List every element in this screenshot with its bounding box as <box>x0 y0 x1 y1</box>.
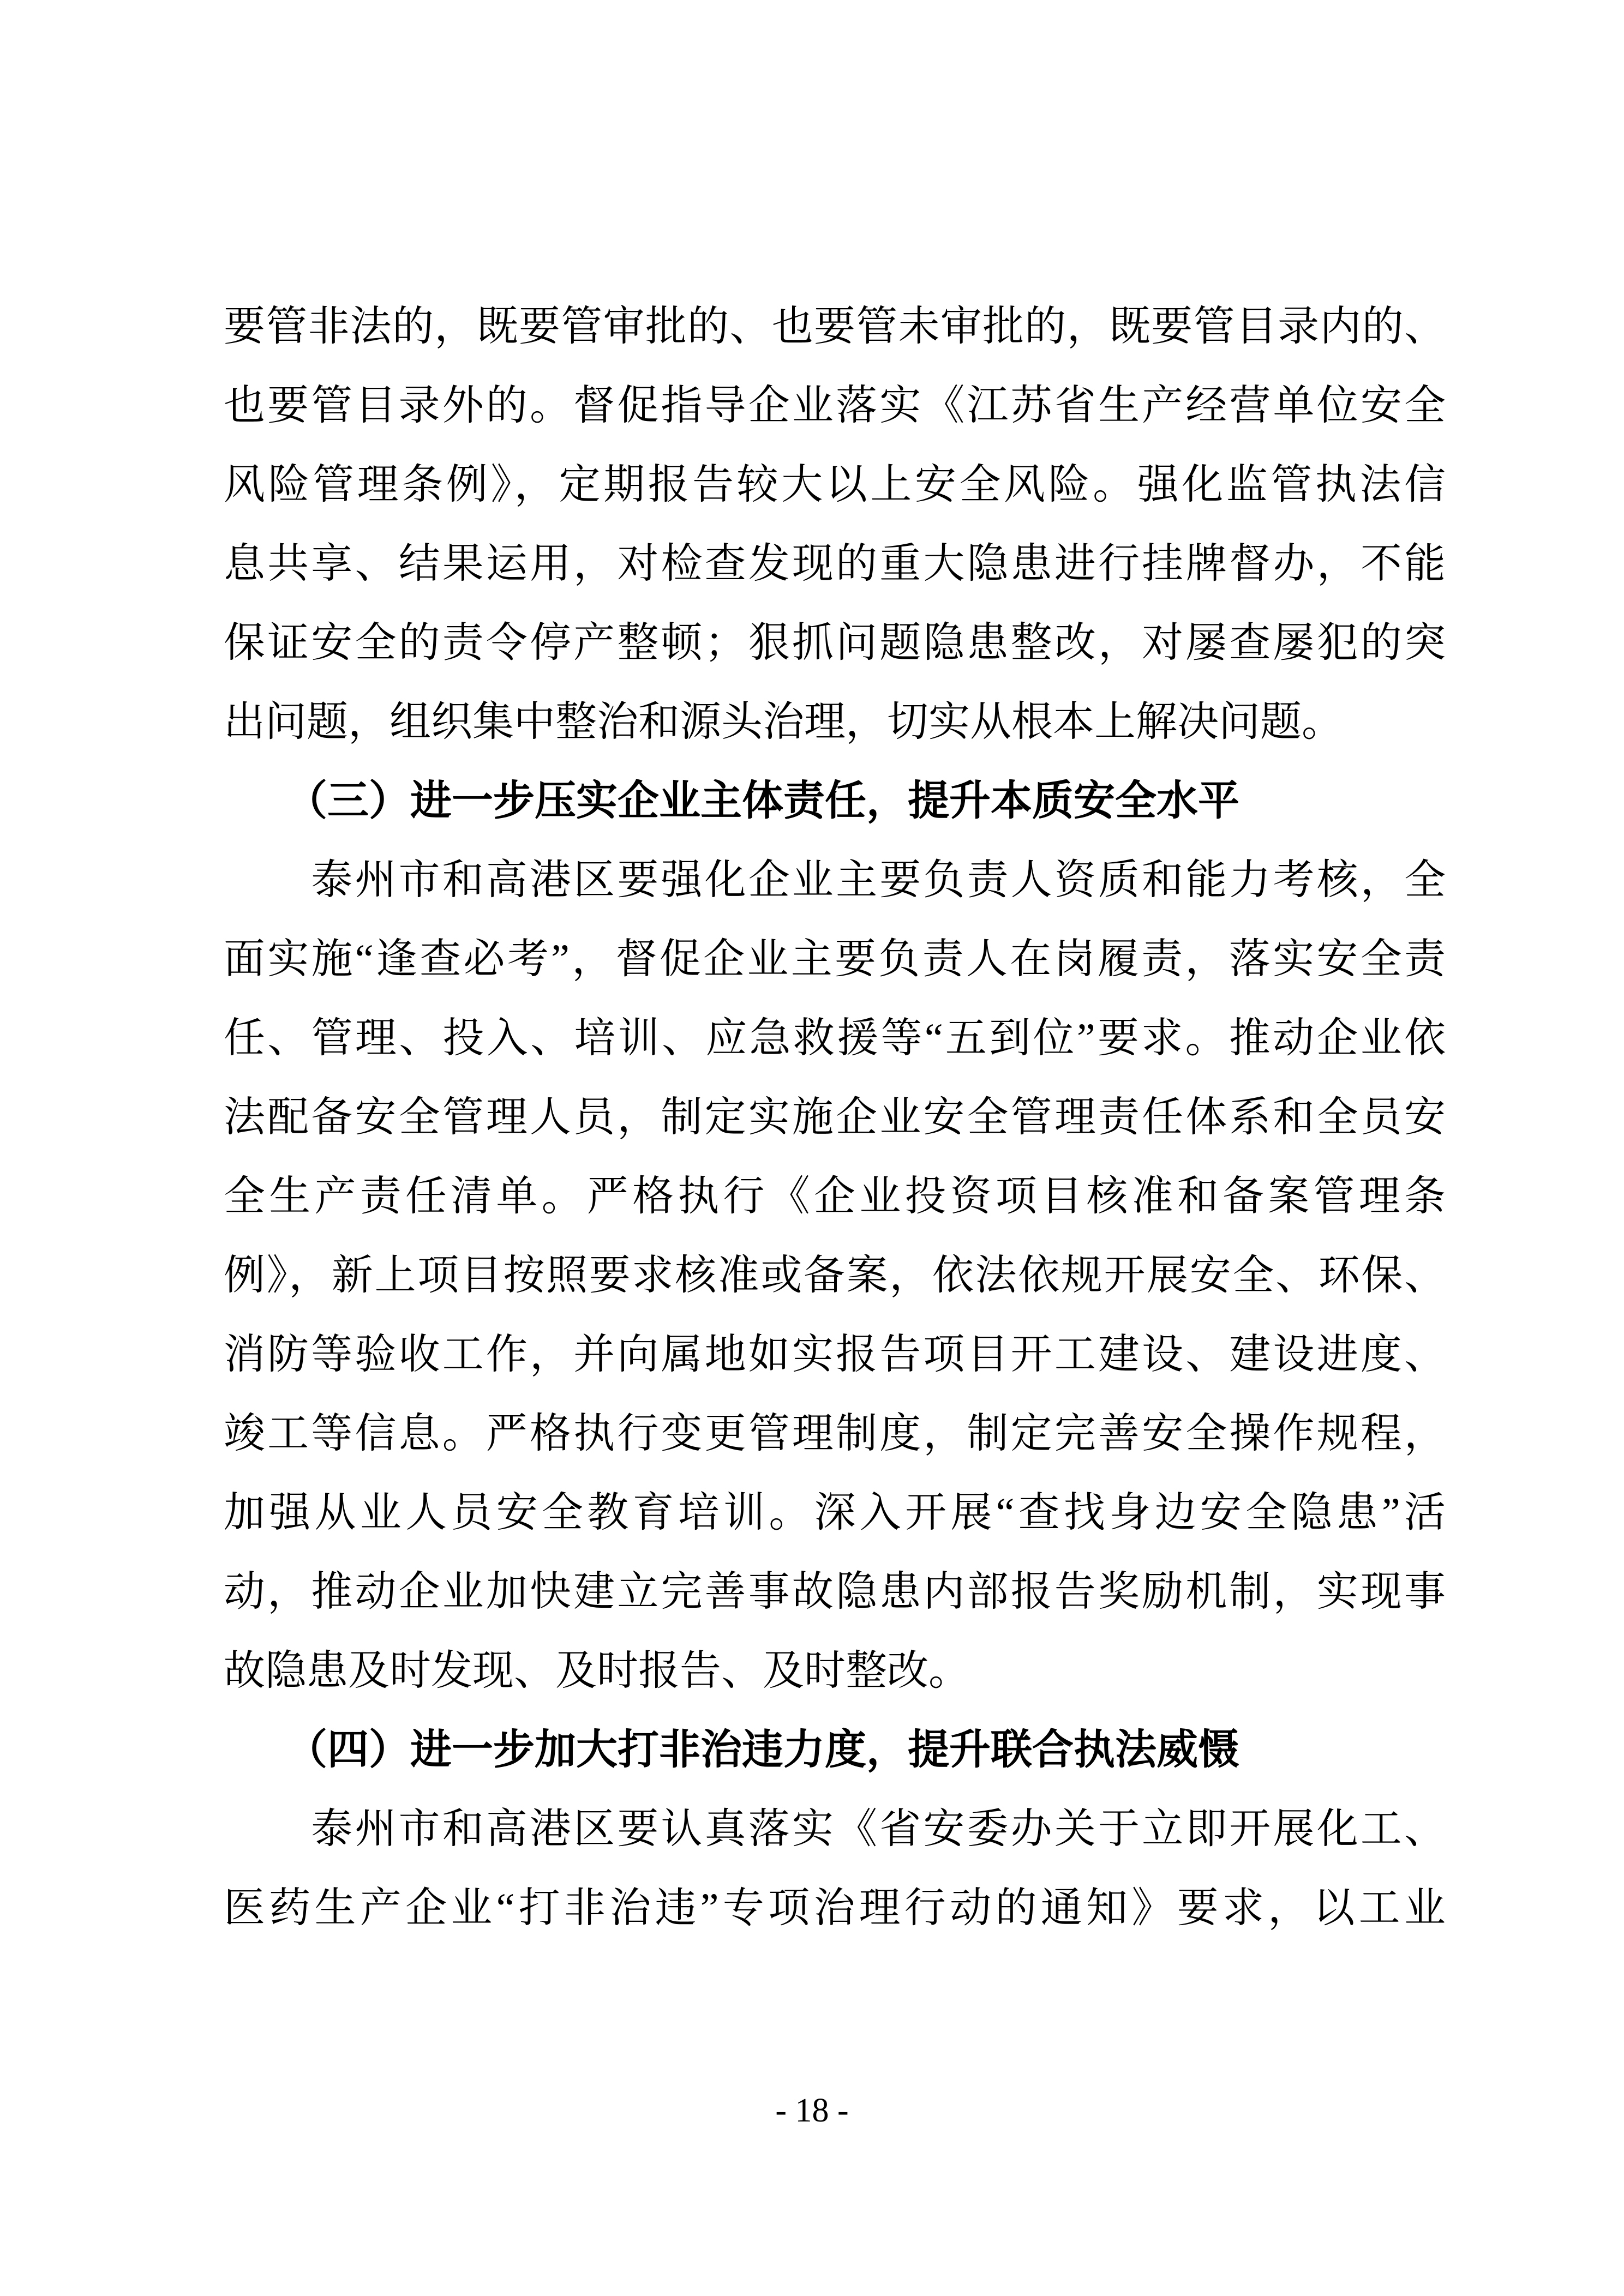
text-line: 泰州市和高港区要强化企业主要负责人资质和能力考核，全 <box>224 857 1448 903</box>
text-line: 法配备安全管理人员，制定实施企业安全管理责任体系和全员安 <box>224 1095 1448 1140</box>
text-line: 风险管理条例》，定期报告较大以上安全风险。强化监管执法信 <box>224 462 1449 508</box>
text-line: 故隐患及时发现、及时报告、及时整改。 <box>224 1648 970 1694</box>
text-line: 息共享、结果运用，对检查发现的重大隐患进行挂牌督办，不能 <box>224 541 1448 587</box>
text-line: 加强从业人员安全教育培训。深入开展“查找身边安全隐患”活 <box>224 1490 1450 1536</box>
text-line: 全生产责任清单。严格执行《企业投资项目核准和备案管理条 <box>224 1174 1450 1219</box>
text-line: 泰州市和高港区要认真落实《省安委办关于立即开展化工、 <box>224 1806 1448 1852</box>
page-number: - 18 - <box>775 2092 849 2129</box>
text-line: 要管非法的，既要管审批的、也要管未审批的，既要管目录内的、 <box>224 304 1447 350</box>
text-line: 医药生产企业“打非治违”专项治理行动的通知》要求，以工业 <box>224 1885 1450 1931</box>
section-heading: （四）进一步加大打非治违力度，提升联合执法威慑 <box>224 1727 1239 1773</box>
section-heading: （三）进一步压实企业主体责任，提升本质安全水平 <box>224 778 1239 824</box>
document-body <box>224 287 1450 1948</box>
text-line: 出问题，组织集中整治和源头治理，切实从根本上解决问题。 <box>224 699 1343 745</box>
text-line: 动，推动企业加快建立完善事故隐患内部报告奖励机制，实现事 <box>224 1569 1448 1615</box>
text-line: 例》，新上项目按照要求核准或备案，依法依规开展安全、环保、 <box>224 1253 1447 1299</box>
text-line: 消防等验收工作，并向属地如实报告项目开工建设、建设进度、 <box>224 1332 1448 1378</box>
text-line: 竣工等信息。严格执行变更管理制度，制定完善安全操作规程， <box>224 1411 1448 1457</box>
text-line: 面实施“逢查必考”，督促企业主要负责人在岗履责，落实安全责 <box>224 936 1448 982</box>
text-line: 也要管目录外的。督促指导企业落实《江苏省生产经营单位安全 <box>224 383 1448 429</box>
text-line: 保证安全的责令停产整顿；狠抓问题隐患整改，对屡查屡犯的突 <box>224 620 1448 666</box>
text-line: 任、管理、投入、培训、应急救援等“五到位”要求。推动企业依 <box>224 1015 1448 1061</box>
